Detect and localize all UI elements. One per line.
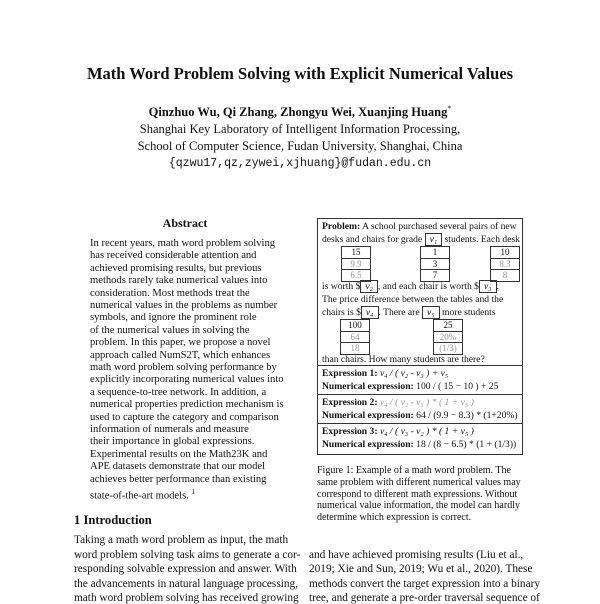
numerical-expression-1-label: Numerical expression: [322, 381, 414, 392]
figure-problem-line-1 [322, 221, 517, 232]
table-cell: 20% [434, 331, 463, 343]
figure-caption-line: correspond to different math expressions. Without [317, 488, 518, 500]
table-cell: 1 [421, 247, 450, 259]
abstract-line: Experimental results on the Math23K and [90, 448, 268, 460]
numeric-table-2a [340, 319, 370, 355]
abstract-line: In recent years, math word problem solving [90, 238, 276, 249]
variable-v5: v₅ [422, 306, 440, 319]
figure-problem-line-2 [322, 234, 520, 245]
intro-right-line: methods convert the target expression into a binary [309, 577, 541, 590]
expression-3 [322, 426, 474, 437]
abstract-line: of the numerical values in solving the [90, 324, 250, 336]
abstract-line: symbols, and ignore the prominent role [90, 312, 257, 324]
expression-3-value: v₄ / ( v₃ - v₂ ) * ( 1 + v₅ ) [379, 426, 474, 437]
expression-1 [322, 368, 448, 379]
problem-text-5a: chairs is $ [322, 307, 361, 318]
figure-divider [317, 365, 523, 366]
abstract-line: used to capture the category and comparison [90, 411, 279, 423]
figure-problem-line-3 [322, 281, 499, 292]
intro-right-line: 2019; Xie and Sun, 2019; Wu et al., 2020). These [309, 563, 533, 575]
numeric-table-2b [433, 319, 463, 355]
table-cell: 15 [342, 247, 371, 259]
abstract-line: achieves better performance than existing [90, 473, 267, 485]
abstract-line: their importance in global expressions. [90, 436, 255, 448]
problem-text-2a: desks and chairs for grade [322, 234, 423, 245]
abstract-line: methods rarely take numerical values into [90, 275, 268, 287]
numerical-expression-1-value: 100 / ( 15 − 10 ) + 25 [416, 381, 499, 392]
table-cell: 6.5 [342, 270, 371, 282]
abstract-line: numerical properties prediction mechanism is [90, 399, 284, 411]
paper-title: Math Word Problem Solving with Explicit Numerical Values [86, 64, 514, 83]
figure-divider [317, 423, 523, 424]
table-cell: 8.3 [491, 258, 520, 270]
numeric-table-1a [341, 246, 371, 282]
numerical-expression-2 [322, 410, 518, 421]
author-list [0, 104, 600, 120]
table-cell: 64 [341, 331, 370, 343]
abstract-line [90, 486, 280, 503]
variable-v4: v₄ [361, 306, 379, 319]
intro-line: math word problem solving has received growing [74, 592, 299, 604]
abstract-line: information of numerals and measure [90, 424, 249, 435]
abstract-line: math word problem solving performance by [90, 362, 277, 373]
numerical-expression-2-label: Numerical expression: [322, 410, 414, 421]
figure-divider [317, 394, 523, 395]
affiliation-line-2: School of Computer Science, Fudan University, Shanghai, China [137, 139, 463, 153]
table-cell: 10 [491, 247, 520, 259]
variable-v3: v₃ [479, 280, 497, 293]
table-cell: 3 [421, 258, 450, 270]
intro-right-line: and have achieved promising results (Liu et al., [309, 548, 524, 561]
expression-2 [322, 397, 474, 408]
abstract-line: problem. In this paper, we propose a novel [90, 337, 271, 349]
numerical-expression-1 [322, 381, 498, 392]
abstract-heading: Abstract [162, 216, 208, 230]
author-names: Qinzhuo Wu, Qi Zhang, Zhongyu Wei, Xuanjing Huang [148, 105, 448, 120]
expression-1-value: v₄ / ( v₂ - v₃ ) + v₅ [379, 368, 449, 379]
figure-caption-line: same problem with different numerical values may [317, 476, 521, 488]
numerical-expression-3-label: Numerical expression: [322, 439, 414, 450]
author-email: {qzwu17,qz,zywei,xjhuang}@fudan.edu.cn [168, 157, 432, 170]
intro-line: responding solvable expression and answer. With [74, 563, 297, 575]
problem-text-5b: . There are [378, 307, 420, 318]
numeric-table-1b [420, 246, 450, 282]
abstract-line: consideration. Most methods treat the [90, 287, 250, 299]
intro-line: the advancements in natural language processing, [74, 577, 298, 590]
table-cell: 7 [421, 270, 450, 282]
table-cell: 100 [341, 320, 370, 332]
abstract-line: has received considerable attention and [90, 250, 257, 262]
variable-v2: v₂ [360, 280, 378, 293]
figure-caption-line: determine which expression is correct. [317, 512, 472, 524]
intro-line: Taking a math word problem as input, the math [74, 534, 289, 546]
abstract-last-text: state-of-the-art models. [90, 490, 189, 502]
figure-problem-line-4: The price difference between the tables and the [322, 294, 504, 305]
abstract-line: APE datasets demonstrate that our model [90, 461, 266, 473]
problem-text-1: A school purchased several pairs of new [362, 221, 517, 232]
intro-line: word problem solving task aims to generate a cor- [74, 548, 301, 561]
abstract-line: a sequence-to-tree network. In addition, a [90, 386, 267, 398]
numerical-expression-3-value: 18 / (8 − 6.5) * (1 + (1/3)) [416, 439, 517, 450]
figure-caption-line: numerical value information, the model can hardly [317, 500, 520, 512]
figure-problem-line-6: than chairs. How many students are there? [322, 354, 485, 365]
problem-text-3a: is worth $ [322, 281, 361, 292]
abstract-line: approach called NumS2T, which enhances [90, 349, 271, 361]
numeric-table-1c [490, 246, 520, 282]
corresponding-author-mark: * [447, 104, 452, 113]
section-heading-introduction: 1 Introduction [74, 513, 152, 527]
expression-1-label: Expression 1: [322, 368, 378, 379]
problem-label: Problem: [322, 221, 361, 232]
problem-text-5c: more students [442, 307, 496, 318]
numerical-expression-3 [322, 439, 516, 450]
affiliation-line-1: Shanghai Key Laboratory of Intelligent Information Processing, [139, 122, 461, 136]
expression-3-label: Expression 3: [322, 426, 378, 437]
table-cell: 9.9 [342, 258, 371, 270]
numerical-expression-2-value: 64 / (9.9 − 8.3) * (1+20%) [416, 410, 518, 421]
problem-text-3b: , and each chair is worth $ [377, 281, 479, 292]
table-cell: 18 [341, 343, 370, 355]
table-cell: (1/3) [434, 343, 463, 355]
abstract-line: explicitly incorporating numerical values into [90, 374, 284, 386]
expression-2-value: v₄ / ( v₂ - v₃ ) * ( 1 + v₅ ) [379, 397, 474, 408]
intro-right-line: tree, and generate a pre-order traversal sequence of [309, 592, 540, 604]
table-cell: 25 [434, 320, 463, 332]
variable-v1: v₁ [425, 233, 443, 246]
problem-text-3c: . [496, 281, 499, 292]
table-cell: 8 [491, 270, 520, 282]
abstract-line: achieved promising results, but previous [90, 262, 262, 274]
figure-caption-line: Figure 1: Example of a math word problem. The [317, 465, 511, 476]
problem-text-2b: students. Each desk [444, 234, 520, 245]
figure-problem-line-5 [322, 307, 496, 318]
footnote-mark: 1 [191, 488, 195, 496]
abstract-line: numerical values in the problems as number [90, 300, 278, 311]
expression-2-label: Expression 2: [322, 397, 378, 408]
